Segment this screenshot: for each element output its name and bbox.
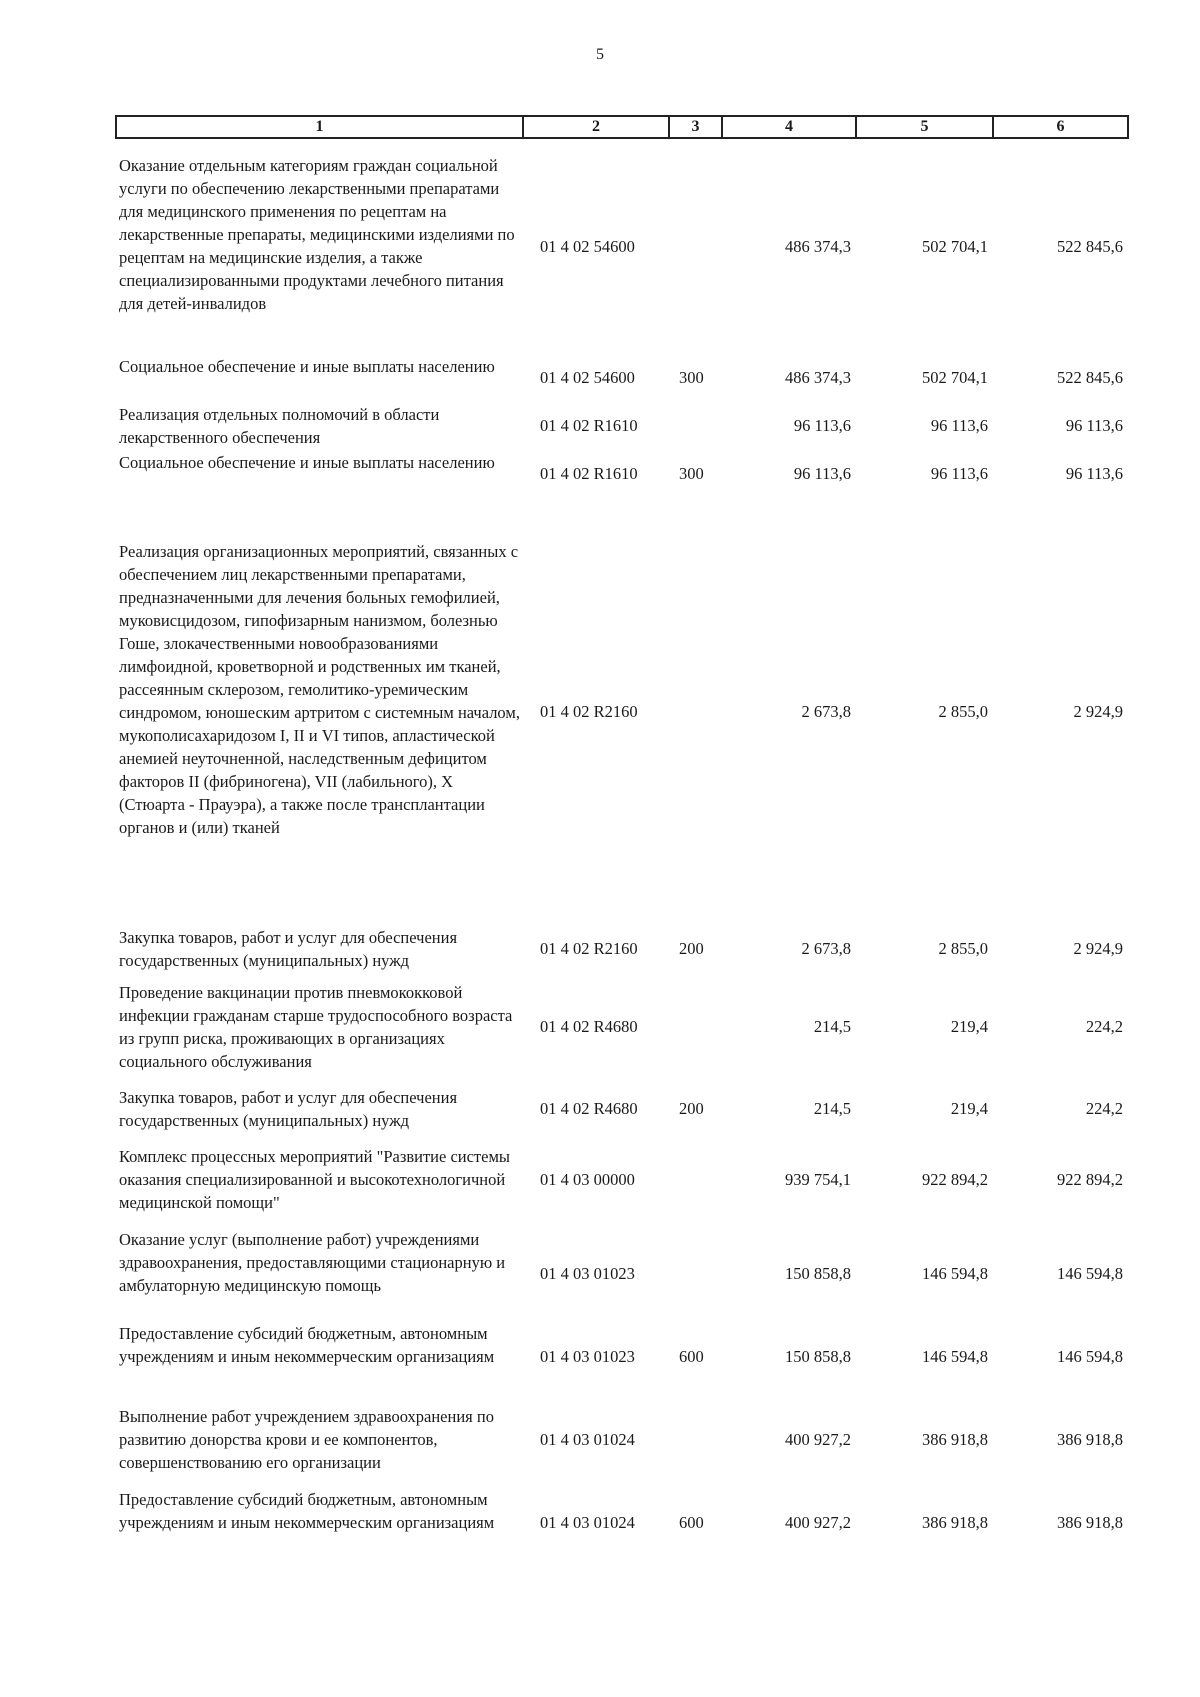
row-code: 01 4 03 01023 [540, 1264, 635, 1283]
row-value-col5: 2 855,0 [938, 702, 988, 721]
row-description: Предоставление субсидий бюджетным, автономным учреждениям и иным некоммерческим организациям [119, 1324, 495, 1366]
row-value-col4: 214,5 [813, 1099, 851, 1118]
row-value-col4: 486 374,3 [785, 368, 851, 387]
row-value-col4: 400 927,2 [785, 1430, 851, 1449]
row-value-col5: 2 855,0 [938, 939, 988, 958]
row-value-col6: 2 924,9 [1073, 702, 1123, 721]
row-description: Социальное обеспечение и иные выплаты населению [119, 453, 495, 472]
row-expense-type: 200 [679, 939, 704, 958]
row-value-col4: 150 858,8 [785, 1264, 851, 1283]
column-header-4: 4 [722, 116, 856, 138]
table-row [0, 154, 1200, 338]
row-expense-type: 600 [679, 1513, 704, 1532]
row-code: 01 4 02 R2160 [540, 702, 638, 721]
table-row [0, 451, 1200, 497]
row-value-col5: 386 918,8 [922, 1513, 988, 1532]
column-header-6: 6 [993, 116, 1128, 138]
row-value-col5: 219,4 [950, 1099, 988, 1118]
row-code: 01 4 02 R4680 [540, 1099, 638, 1118]
row-value-col6: 96 113,6 [1065, 416, 1123, 435]
table-row [0, 1488, 1200, 1557]
row-value-col5: 146 594,8 [922, 1264, 988, 1283]
row-code: 01 4 02 R1610 [540, 416, 638, 435]
row-code: 01 4 02 R4680 [540, 1017, 638, 1036]
table-row [0, 1405, 1200, 1474]
row-code: 01 4 03 00000 [540, 1170, 635, 1189]
row-value-col5: 96 113,6 [930, 464, 988, 483]
row-expense-type: 600 [679, 1347, 704, 1366]
table-row [0, 1145, 1200, 1214]
row-value-col6: 2 924,9 [1073, 939, 1123, 958]
row-value-col6: 922 894,2 [1057, 1170, 1123, 1189]
row-value-col5: 502 704,1 [922, 368, 988, 387]
column-header-row [116, 116, 1128, 138]
row-description: Реализация организационных мероприятий, связанных с обеспечением лиц лекарственными препаратами, предназначенными для лечения больных гемофилией, муковисцидозом, гипофизарным нанизмом, болезнью Гоше, злокачественными новообразованиями лимфоидной, кроветворной и родственных им тканей, рассеянным склерозом, гемолитико-уремическим синдромом, юношеским артритом с системным началом, мукополисахаридозом I, II и VI типов, апластической анемией неуточненной, наследственным дефицитом факторов II (фибриногена), VII (лабильного), X (Стюарта - Прауэра), а также после трансплантации органов и (или) тканей [119, 542, 520, 837]
row-value-col6: 386 918,8 [1057, 1430, 1123, 1449]
row-code: 01 4 03 01023 [540, 1347, 635, 1366]
row-expense-type: 200 [679, 1099, 704, 1118]
row-value-col6: 146 594,8 [1057, 1347, 1123, 1366]
row-code: 01 4 02 R2160 [540, 939, 638, 958]
row-description: Проведение вакцинации против пневмококковой инфекции гражданам старше трудоспособного возраста из групп риска, проживающих в организациях социального обслуживания [119, 983, 513, 1071]
row-value-col5: 502 704,1 [922, 237, 988, 256]
table-row [0, 1228, 1200, 1320]
row-value-col6: 522 845,6 [1057, 237, 1123, 256]
table-row [0, 403, 1200, 449]
row-code: 01 4 02 54600 [540, 368, 635, 387]
row-description: Социальное обеспечение и иные выплаты населению [119, 357, 495, 376]
table-row [0, 540, 1200, 885]
row-value-col4: 2 673,8 [801, 702, 851, 721]
row-description: Выполнение работ учреждением здравоохранения по развитию донорства крови и ее компонентов, совершенствованию его организации [119, 1407, 494, 1472]
row-code: 01 4 02 54600 [540, 237, 635, 256]
row-value-col5: 96 113,6 [930, 416, 988, 435]
column-header-1: 1 [116, 116, 523, 138]
table-row [0, 981, 1200, 1073]
row-value-col4: 96 113,6 [793, 464, 851, 483]
row-description: Закупка товаров, работ и услуг для обеспечения государственных (муниципальных) нужд [119, 1088, 458, 1130]
column-header-table [115, 115, 1129, 139]
table-row [0, 1322, 1200, 1391]
row-value-col6: 224,2 [1085, 1017, 1123, 1036]
row-value-col5: 219,4 [950, 1017, 988, 1036]
row-value-col4: 2 673,8 [801, 939, 851, 958]
row-value-col4: 939 754,1 [785, 1170, 851, 1189]
row-value-col5: 146 594,8 [922, 1347, 988, 1366]
row-value-col4: 150 858,8 [785, 1347, 851, 1366]
row-description: Комплекс процессных мероприятий "Развитие системы оказания специализированной и высокотехнологичной медицинской помощи" [119, 1147, 510, 1212]
row-value-col6: 224,2 [1085, 1099, 1123, 1118]
row-description: Оказание услуг (выполнение работ) учреждениями здравоохранения, предоставляющими стационарную и амбулаторную медицинскую помощь [119, 1230, 506, 1295]
row-value-col4: 400 927,2 [785, 1513, 851, 1532]
row-value-col5: 386 918,8 [922, 1430, 988, 1449]
row-description: Предоставление субсидий бюджетным, автономным учреждениям и иным некоммерческим организациям [119, 1490, 495, 1532]
row-description: Закупка товаров, работ и услуг для обеспечения государственных (муниципальных) нужд [119, 928, 458, 970]
row-code: 01 4 02 R1610 [540, 464, 638, 483]
table-row [0, 355, 1200, 401]
row-value-col4: 96 113,6 [793, 416, 851, 435]
row-code: 01 4 03 01024 [540, 1430, 635, 1449]
row-value-col5: 922 894,2 [922, 1170, 988, 1189]
row-expense-type: 300 [679, 368, 704, 387]
column-header-3: 3 [669, 116, 722, 138]
row-value-col6: 96 113,6 [1065, 464, 1123, 483]
column-header-2: 2 [523, 116, 669, 138]
row-value-col6: 522 845,6 [1057, 368, 1123, 387]
row-expense-type: 300 [679, 464, 704, 483]
row-code: 01 4 03 01024 [540, 1513, 635, 1532]
page-number: 5 [596, 46, 604, 63]
row-value-col6: 386 918,8 [1057, 1513, 1123, 1532]
row-description: Реализация отдельных полномочий в области лекарственного обеспечения [119, 405, 440, 447]
row-value-col6: 146 594,8 [1057, 1264, 1123, 1283]
table-row [0, 926, 1200, 972]
row-value-col4: 214,5 [813, 1017, 851, 1036]
row-description: Оказание отдельным категориям граждан социальной услуги по обеспечению лекарственными препаратами для медицинского применения по рецептам на лекарственные препараты, медицинскими изделиями по рецептам на медицинские изделия, а также специализированными продуктами лечебного питания для детей-инвалидов [119, 156, 515, 313]
row-value-col4: 486 374,3 [785, 237, 851, 256]
table-row [0, 1086, 1200, 1132]
column-header-5: 5 [856, 116, 993, 138]
